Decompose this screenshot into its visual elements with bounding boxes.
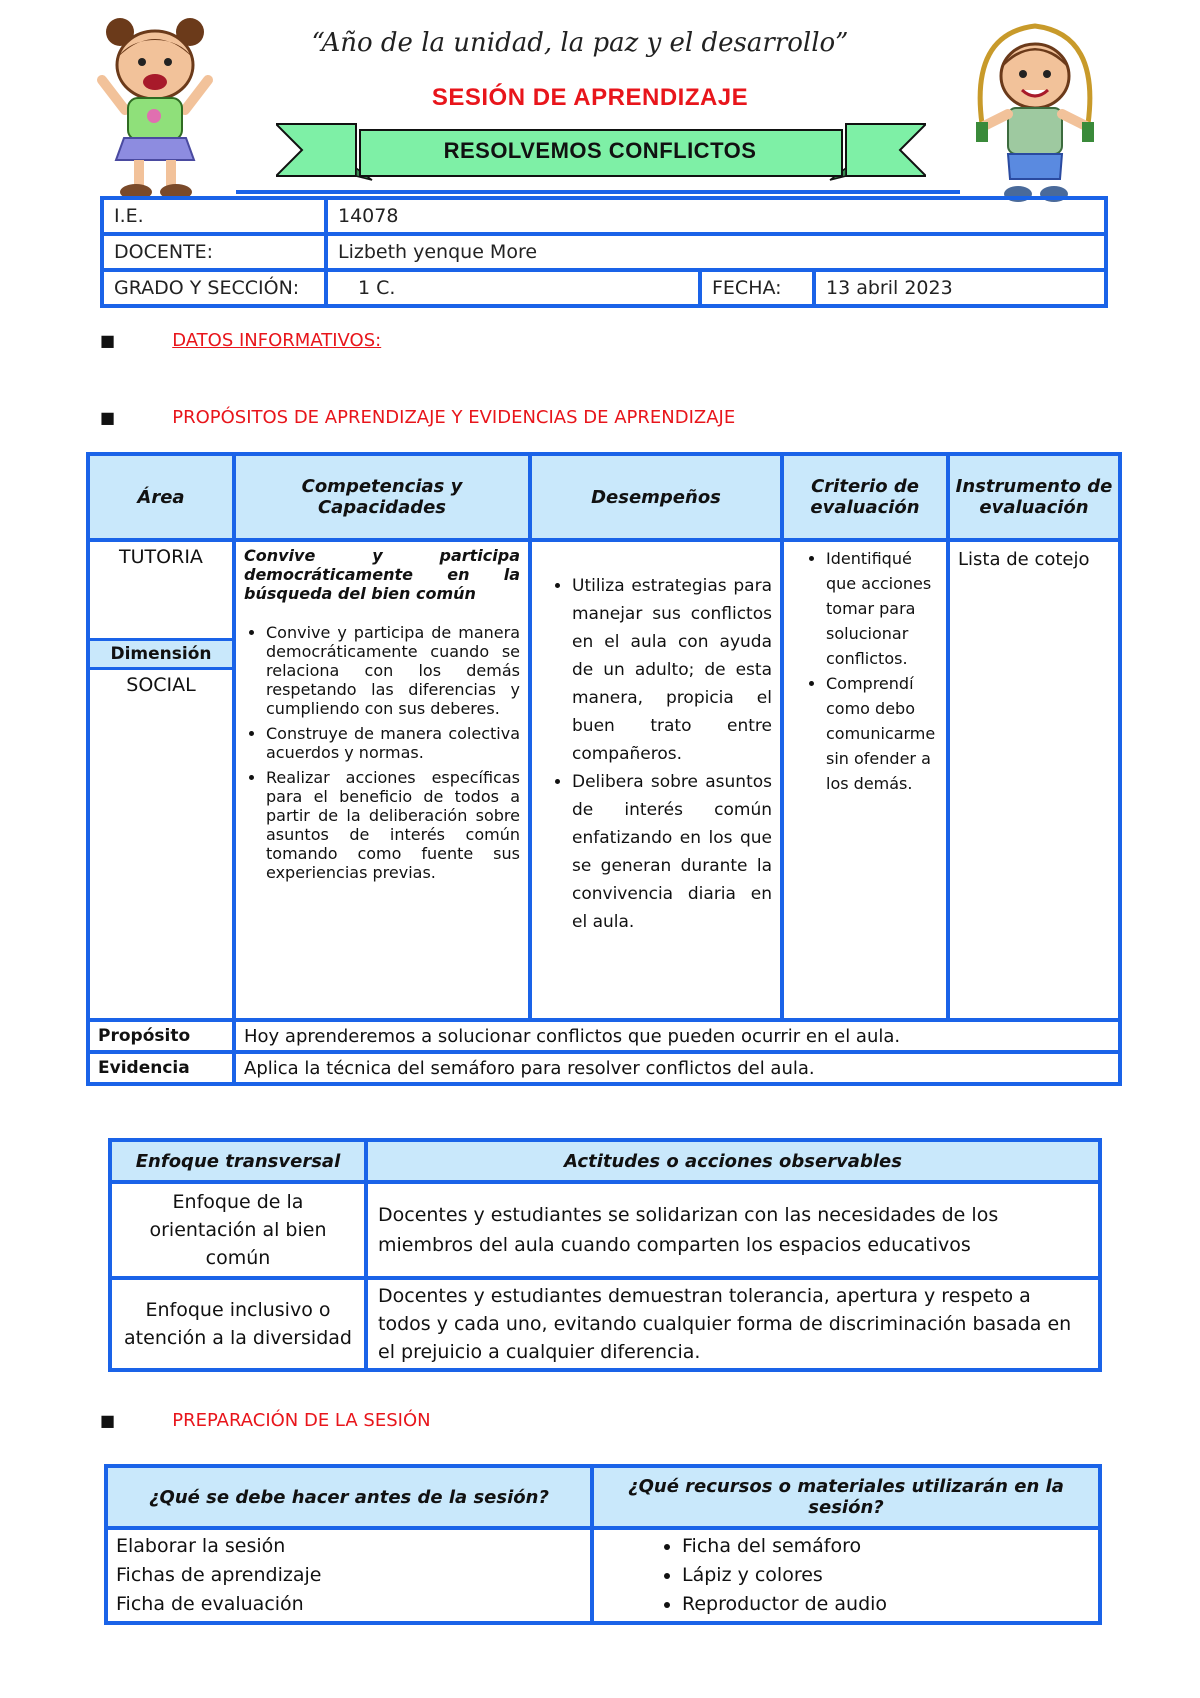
antes-cell [106,1528,592,1623]
header-actitudes: Actitudes o acciones observables [366,1140,1100,1182]
header-competencias: Competencias y Capacidades [234,454,530,540]
ie-label: I.E. [102,198,326,234]
motto-text: “Año de la unidad, la paz y el desarrollo” [311,28,849,58]
section-datos-title: DATOS INFORMATIVOS: [172,330,382,351]
criterio-item: • Comprendí como debo comunicarme sin ofender a los demás. [826,671,938,796]
grado-value: 1 C. [326,270,700,306]
section-propositos [100,407,735,428]
instrumento-cell: Lista de cotejo [948,540,1120,1020]
competencia-title: Convive y participa democráticamente en la búsqueda del bien común [244,546,520,603]
proposito-label: Propósito [88,1020,234,1052]
recursos-list [602,1532,1090,1619]
desempenos-list [540,572,772,936]
enfoques-table [108,1138,1102,1372]
docente-value: Lizbeth yenque More [326,234,1106,270]
bullet-icon: ■ [100,1411,116,1430]
header-instrumento: Instrumento de evaluación [948,454,1120,540]
dimension-label: Dimensión [90,638,232,670]
capacidad-item: • Realizar acciones específicas para el beneficio de todos a partir de la deliberación sobre asuntos de interés común tomando como fuente sus experiencias previas. [266,768,520,882]
grado-label: GRADO Y SECCIÓN: [102,270,326,306]
desempenos-cell [530,540,782,1020]
section-preparacion-title: PREPARACIÓN DE LA SESIÓN [172,1410,431,1431]
bullet-icon: ■ [100,408,116,427]
section-datos [100,330,381,351]
evidencia-value: Aplica la técnica del semáforo para resolver conflictos del aula. [234,1052,1120,1084]
competencias-cell [234,540,530,1020]
enfoque-cell: Enfoque de la orientación al bien común [110,1182,366,1278]
antes-item: Fichas de aprendizaje [116,1564,322,1586]
enfoque-cell: Enfoque inclusivo o atención a la diversidad [110,1278,366,1370]
recurso-item: • Reproductor de audio [682,1590,1090,1619]
desempeno-item: • Utiliza estrategias para manejar sus conflictos en el aula con ayuda de un adulto; de esta manera, propicia el buen trato entre compañeros. [572,572,772,768]
header-antes: ¿Qué se debe hacer antes de la sesión? [106,1466,592,1528]
dimension-value: SOCIAL [126,674,196,696]
fecha-label: FECHA: [700,270,814,306]
antes-item: Elaborar la sesión [116,1535,286,1557]
actitud-cell: Docentes y estudiantes demuestran tolerancia, apertura y respeto a todos y cada uno, evitando cualquier forma de discriminación basada en el prejuicio a cualquier diferencia. [366,1278,1100,1370]
antes-item: Ficha de evaluación [116,1593,304,1615]
header-area: Área [88,454,234,540]
capacidades-list [244,623,520,882]
evidencia-label: Evidencia [88,1052,234,1084]
capacidad-item: • Convive y participa de manera democráticamente cuando se relaciona con los demás respetando las diferencias y cumpliendo con sus deberes. [266,623,520,718]
header-desempenos: Desempeños [530,454,782,540]
recurso-item: • Lápiz y colores [682,1561,1090,1590]
docente-label: DOCENTE: [102,234,326,270]
recurso-item: • Ficha del semáforo [682,1532,1090,1561]
area-value: TUTORIA [119,546,203,568]
purposes-table [86,452,1122,1086]
desempeno-item: • Delibera sobre asuntos de interés común enfatizando en los que se generan durante la convivencia diaria en el aula. [572,768,772,936]
fecha-value: 13 abril 2023 [814,270,1106,306]
recursos-cell [592,1528,1100,1623]
header-criterio: Criterio de evaluación [782,454,948,540]
area-cell [88,540,234,1020]
actitud-cell: Docentes y estudiantes se solidarizan con las necesidades de los miembros del aula cuando comparten los espacios educativos [366,1182,1100,1278]
header-rule [236,190,960,194]
ribbon-title: RESOLVEMOS CONFLICTOS [443,138,757,163]
girl-illustration [90,10,220,210]
session-title: SESIÓN DE APRENDIZAJE [431,84,749,111]
criterio-item: • Identifiqué que acciones tomar para solucionar conflictos. [826,546,938,671]
section-preparacion [100,1410,431,1431]
proposito-value: Hoy aprenderemos a solucionar conflictos que pueden ocurrir en el aula. [234,1020,1120,1052]
preparacion-table [104,1464,1102,1625]
bullet-icon: ■ [100,331,116,350]
ie-value: 14078 [326,198,1106,234]
criterios-list [792,546,938,796]
capacidad-item: • Construye de manera colectiva acuerdos y normas. [266,724,520,762]
header-enfoque: Enfoque transversal [110,1140,366,1182]
section-propositos-title: PROPÓSITOS DE APRENDIZAJE Y EVIDENCIAS DE APRENDIZAJE [172,407,736,428]
boy-jumping-rope-illustration [960,14,1110,214]
info-table [100,196,1108,308]
criterio-cell [782,540,948,1020]
header-recursos: ¿Qué recursos o materiales utilizarán en la sesión? [592,1466,1100,1528]
